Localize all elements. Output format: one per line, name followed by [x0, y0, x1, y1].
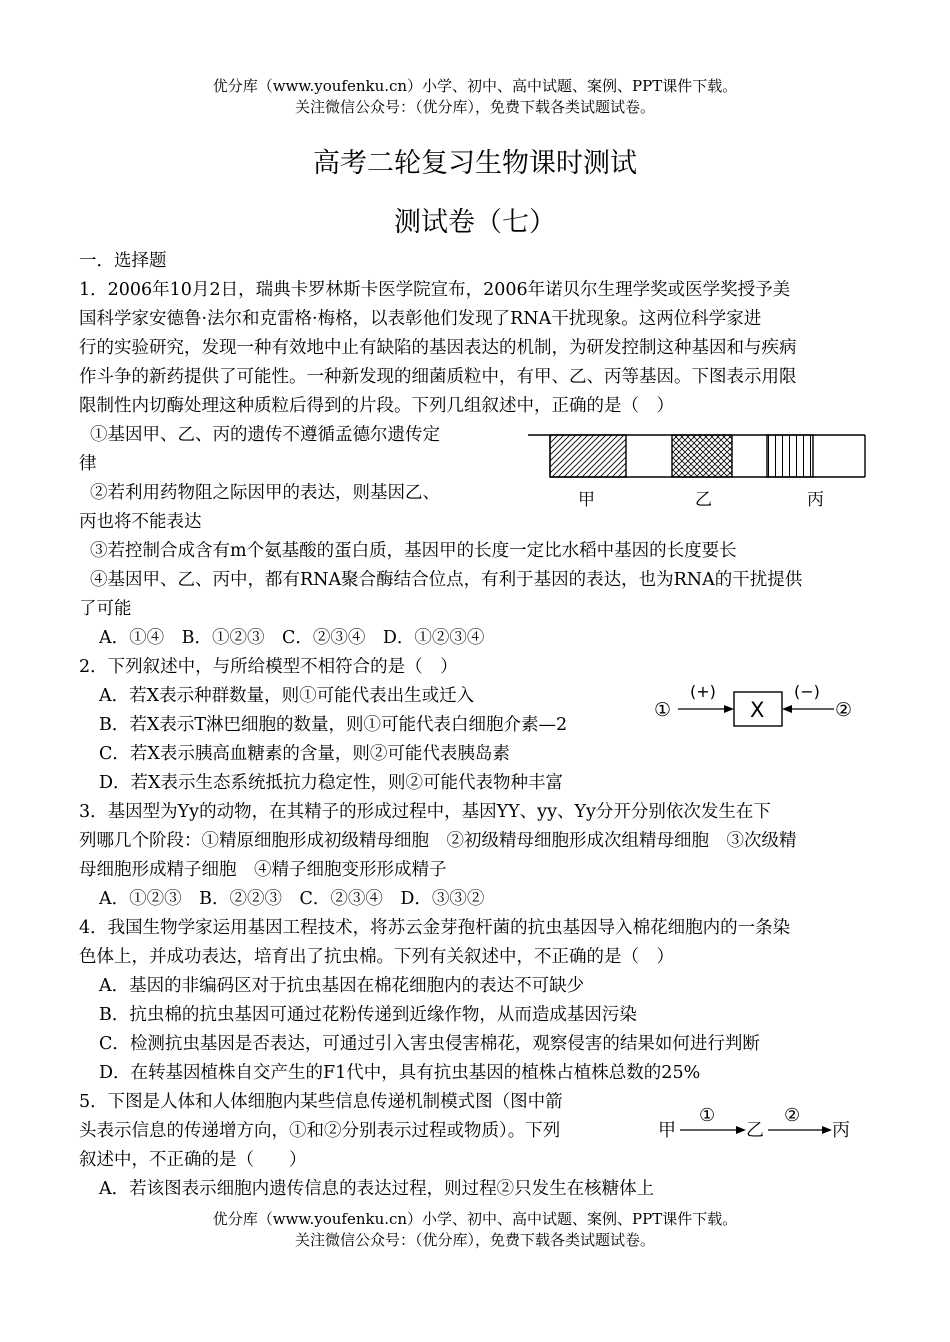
gene-jia-block — [550, 435, 626, 477]
gene-bing-label: 丙 — [807, 490, 824, 510]
q1-statement-2b: 丙也将不能表达 — [79, 512, 202, 532]
q2-stem: 2．下列叙述中，与所给模型不相符合的是（ ） — [79, 657, 458, 677]
q5-option-a: A．若该图表示细胞内遗传信息的表达过程，则过程②只发生在核糖体上 — [99, 1179, 655, 1199]
q4-line-1: 4．我国生物学家运用基因工程技术，将苏云金芽孢杆菌的抗虫基因导入棉花细胞内的一条染 — [79, 918, 791, 938]
arrow-1-icon — [736, 1126, 746, 1134]
x-model-figure — [652, 680, 860, 730]
q1-statement-3: ③若控制合成含有m个氨基酸的蛋白质，基因甲的长度一定比水稻中基因的长度要长 — [90, 541, 737, 561]
q1-statement-1b: 律 — [79, 454, 97, 474]
q3-line-3: 母细胞形成精子细胞 ④精子细胞变形形成精子 — [79, 860, 447, 880]
footer-line-2: 关注微信公众号：（优分库），免费下载各类试题试卷。 — [294, 1231, 655, 1249]
section-heading: 一．选择题 — [79, 251, 167, 271]
x-box-label: X — [750, 698, 765, 722]
q1-line-3: 行的实验研究，发现一种有效地中止有缺陷的基因表达的机制，为研发控制这种基因和与疾病 — [79, 338, 797, 358]
q4-option-d: D．在转基因植株自交产生的F1代中，具有抗虫基因的植株占植株总数的25% — [99, 1063, 701, 1083]
q1-line-4: 作斗争的新药提供了可能性。一种新发现的细菌质粒中，有甲、乙、丙等基因。下图表示用限 — [79, 367, 797, 387]
q2-option-a: A．若X表示种群数量，则①可能代表出生或迁入 — [99, 686, 475, 706]
q2-option-d: D．若X表示生态系统抵抗力稳定性，则②可能代表物种丰富 — [99, 773, 563, 793]
q3-line-1: 3．基因型为Yy的动物，在其精子的形成过程中，基因YY、yy、Yy分开分别依次发生在下 — [79, 802, 771, 822]
q1-statement-2a: ②若利用药物阻之际因甲的表达，则基因乙、 — [90, 483, 440, 503]
minus-label: (−) — [794, 682, 820, 701]
q1-options: A．①④ B．①②③ C．②③④ D．①②③④ — [99, 628, 485, 648]
q1-statement-4b: 了可能 — [79, 599, 132, 619]
q4-option-c: C．检测抗虫基因是否表达，可通过引入害虫侵害棉花，观察侵害的结果如何进行判断 — [99, 1034, 760, 1054]
q3-line-2: 列哪几个阶段：①精原细胞形成初级精母细胞 ②初级精母细胞形成次组精母细胞 ③次级精 — [79, 831, 797, 851]
node-bing-label: 丙 — [832, 1120, 850, 1141]
q1-statement-4a: ④基因甲、乙、丙中，都有RNA聚合酶结合位点，有利于基因的表达，也为RNA的干扰提供 — [90, 570, 803, 590]
gene-yi-block — [672, 435, 732, 477]
process-1-label: ① — [699, 1105, 716, 1126]
page-title: 高考二轮复习生物课时测试 — [313, 148, 637, 179]
q1-line-1: 1．2006年10月2日，瑞典卡罗林斯卡医学院宣布，2006年诺贝尔生理学奖或医学奖授予美 — [79, 280, 791, 300]
process-2-label: ② — [784, 1105, 801, 1126]
q1-line-2: 国科学家安德鲁·法尔和克雷格·梅格，以表彰他们发现了RNA干扰现象。这两位科学家进 — [79, 309, 762, 329]
signal-flow-figure — [656, 1100, 856, 1144]
q1-line-5: 限制性内切酶处理这种质粒后得到的片段。下列几组叙述中，正确的是（ ） — [79, 396, 674, 416]
arrow-right-icon — [724, 705, 734, 713]
q4-line-2: 色体上，并成功表达，培育出了抗虫棉。下列有关叙述中，不正确的是（ ） — [79, 947, 674, 967]
gene-bing-block — [767, 435, 813, 477]
q1-statement-1a: ①基因甲、乙、丙的遗传不遵循孟德尔遗传定 — [90, 425, 440, 445]
header-line-2: 关注微信公众号：（优分库），免费下载各类试题试卷。 — [294, 98, 655, 116]
q4-option-a: A．基因的非编码区对于抗虫基因在棉花细胞内的表达不可缺少 — [99, 976, 585, 996]
node-2-label: ② — [835, 699, 853, 721]
page-subtitle: 测试卷（七） — [394, 207, 556, 238]
node-jia-label: 甲 — [658, 1120, 676, 1141]
q5-line-3: 叙述中，不正确的是（ ） — [79, 1150, 307, 1170]
plus-label: (+) — [690, 682, 716, 701]
q2-option-c: C．若X表示胰高血糖素的含量，则②可能代表胰岛素 — [99, 744, 510, 764]
q4-option-b: B．抗虫棉的抗虫基因可通过花粉传递到近缘作物，从而造成基因污染 — [99, 1005, 637, 1025]
plasmid-fragment-figure — [520, 425, 872, 515]
node-yi-label: 乙 — [746, 1120, 764, 1141]
footer-line-1: 优分库（www.youfenku.cn）小学、初中、高中试题、案例、PPT课件下载。 — [212, 1210, 738, 1228]
q2-option-b: B．若X表示T淋巴细胞的数量，则①可能代表白细胞介素—2 — [99, 715, 568, 735]
arrow-2-icon — [822, 1126, 832, 1134]
gene-jia-label: 甲 — [578, 490, 595, 510]
gene-yi-label: 乙 — [695, 490, 712, 510]
q5-line-2: 头表示信息的传递增方向，①和②分别表示过程或物质）。下列 — [79, 1121, 561, 1141]
header-line-1: 优分库（www.youfenku.cn）小学、初中、高中试题、案例、PPT课件下载。 — [212, 77, 738, 95]
q5-line-1: 5．下图是人体和人体细胞内某些信息传递机制模式图（图中箭 — [79, 1092, 563, 1112]
node-1-label: ① — [654, 699, 672, 721]
q3-options: A．①②③ B．②②③ C．②③④ D．③③② — [99, 889, 485, 909]
